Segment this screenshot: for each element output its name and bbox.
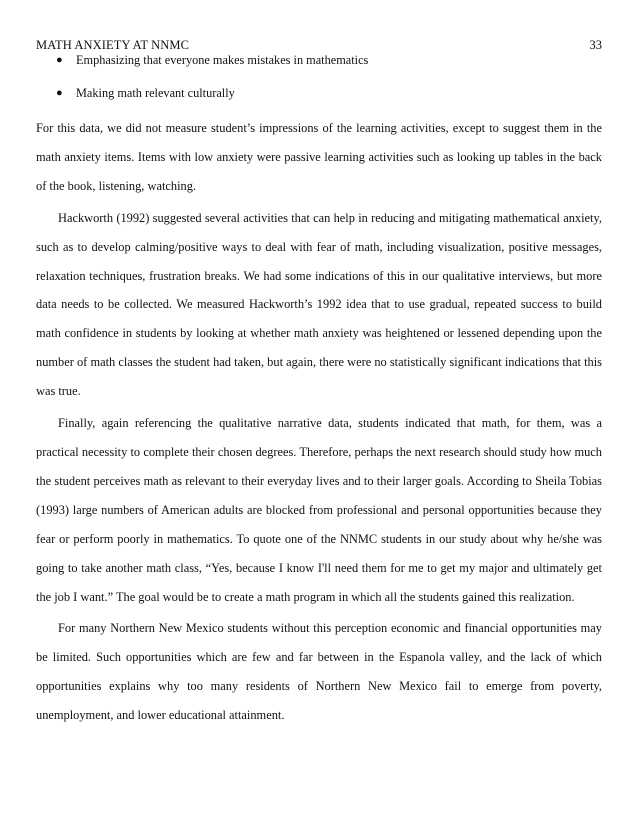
bullet-dot-icon: ● [56,54,63,66]
paragraph: Hackworth (1992) suggested several activities that can help in reducing and mitigating mathematical anxiety, such as to develop calming/positive ways to deal with fear of math, including visualization, positive messages, relaxation techniques, frustration breaks. We had some indications of this in our qualitative interviews, but more data needs to be collected. We measured Hackworth’s 1992 idea that to use gradual, repeated success to build math confidence in students by looking at whether math anxiety was heightened or lessened depending upon the number of math classes the student had taken, but again, there were no statistically significant indications that this was true. [36,210,602,399]
bullet-text: Emphasizing that everyone makes mistakes in mathematics [76,53,369,67]
bullet-item [36,50,602,83]
running-title: MATH ANXIETY AT NNMC [36,38,190,52]
paragraph: Finally, again referencing the qualitative narrative data, students indicated that math, for them, was a practical necessity to complete their chosen degrees. Therefore, perhaps the next research should study how much the student perceives math as relevant to their everyday lives and to their larger goals. According to Sheila Tobias (1993) large numbers of American adults are blocked from professional and personal opportunities because they fear or perform poorly in mathematics. To quote one of the NNMC students in our study about why he/she was going to take another math class, “Yes, because I know I'll need them for me to get my major and ultimately get the job I want.” The goal would be to create a math program in which all the students gained this realization. [36,416,602,604]
bullet-list [36,50,602,116]
paragraph: For many Northern New Mexico students without this perception economic and financial opportunities may be limited. Such opportunities which are few and far between in the Espanola valley, and the lack of which opportunities explains why too many residents of Northern New Mexico fail to emerge from poverty, unemployment, and lower educational attainment. [36,621,602,723]
page-number: 33 [589,38,602,52]
bullet-dot-icon: ● [56,87,63,99]
bullet-item [36,83,602,116]
paragraph: For this data, we did not measure student’s impressions of the learning activities, except to suggest them in the math anxiety items. Items with low anxiety were passive learning activities such as looking up tables in the back of the book, listening, watching. [36,121,602,193]
bullet-text: Making math relevant culturally [76,86,235,100]
body-text [36,114,602,730]
